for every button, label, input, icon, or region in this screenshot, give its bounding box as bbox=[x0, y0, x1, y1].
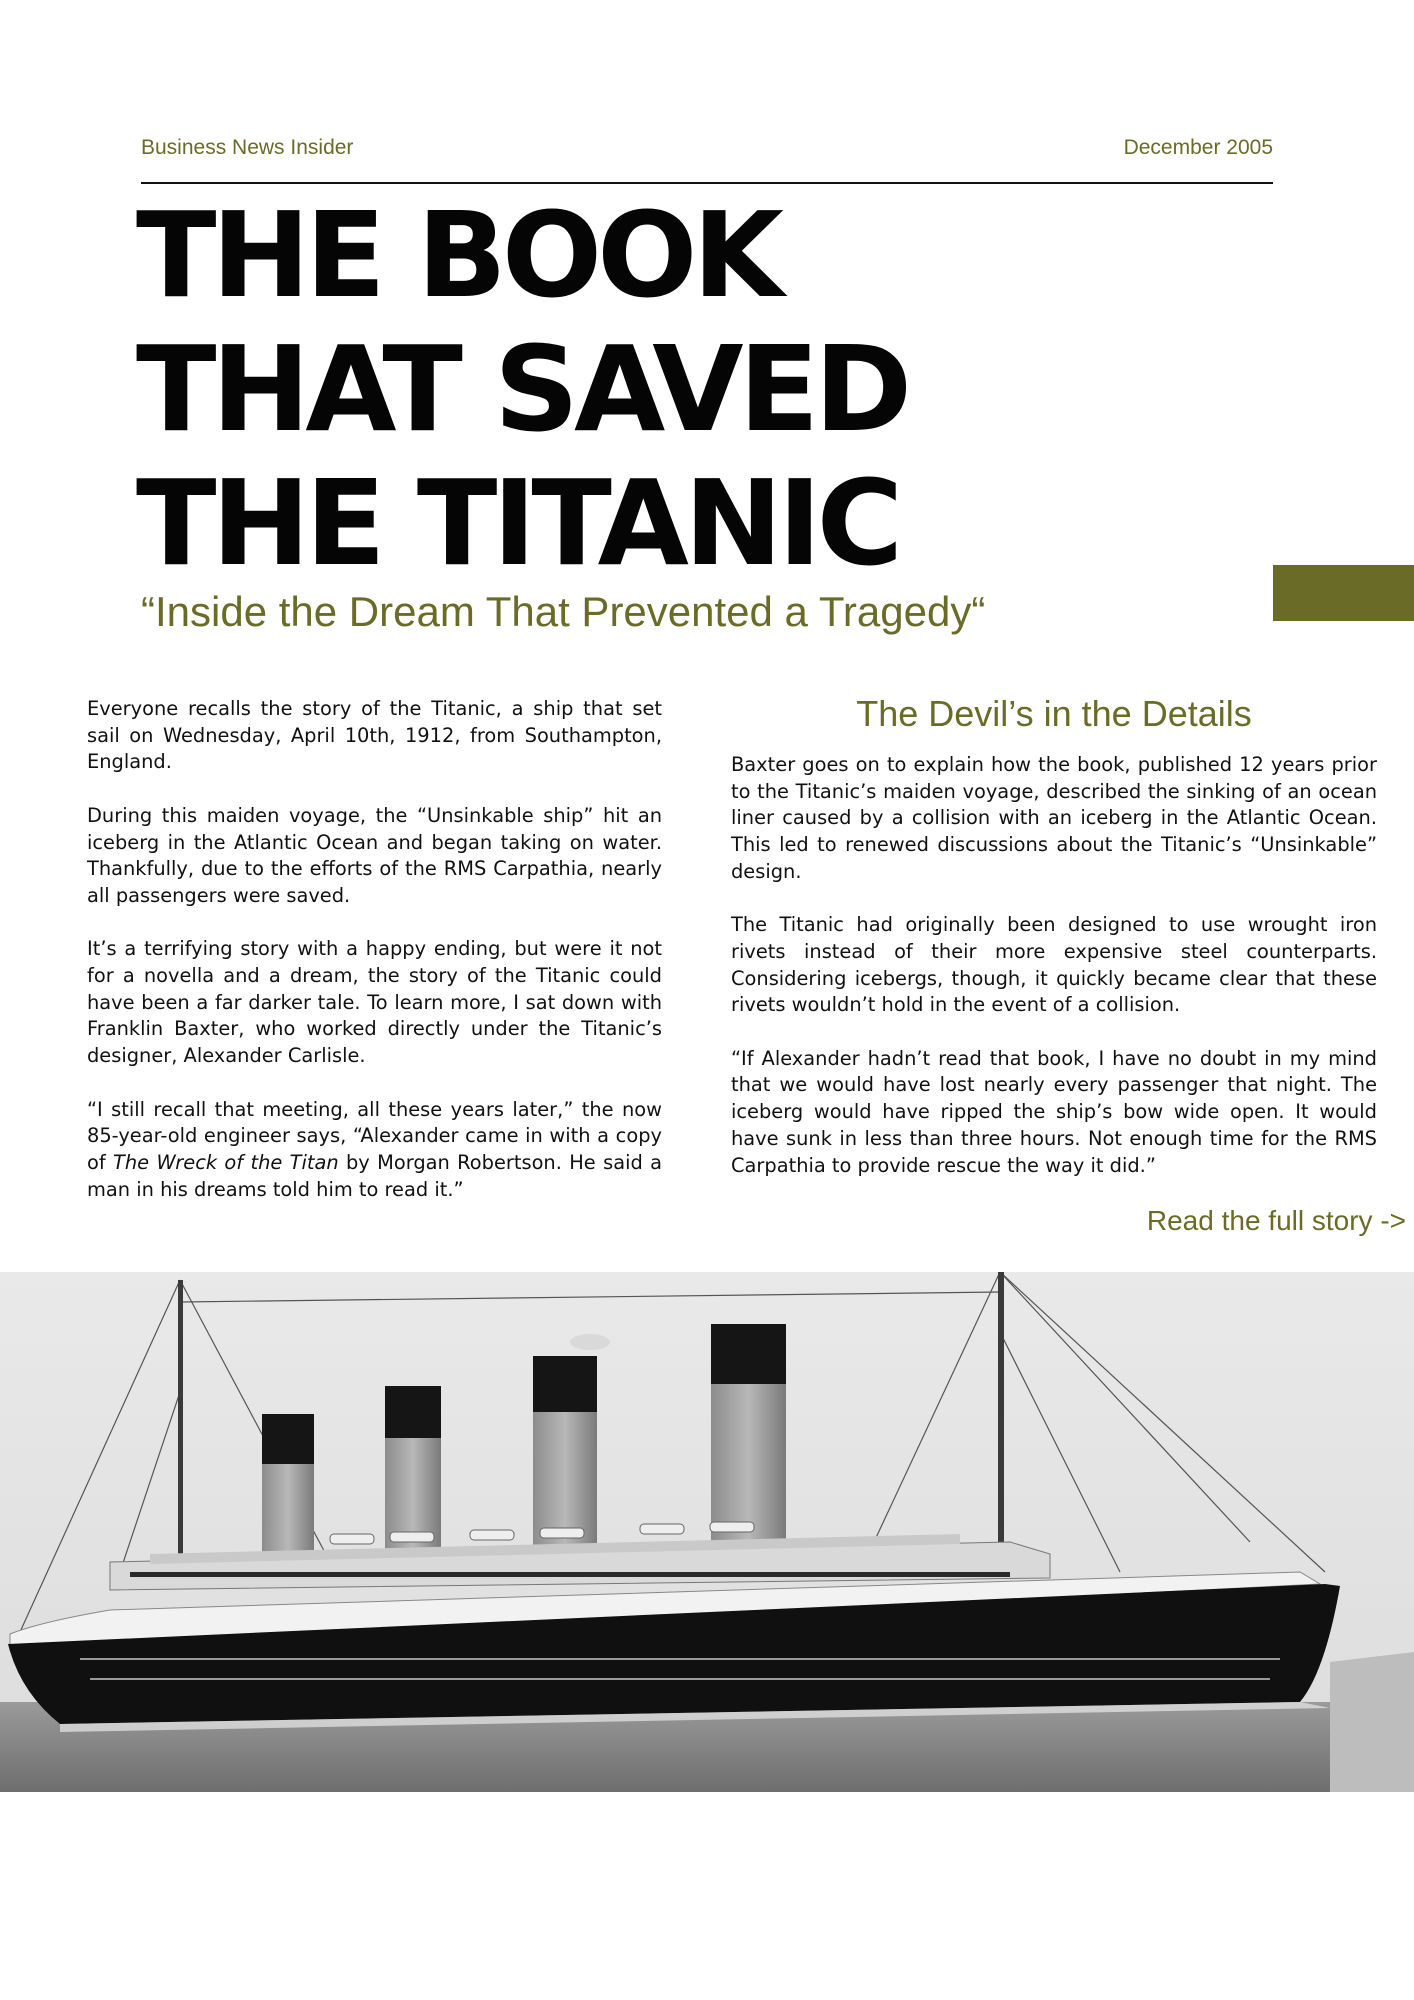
section-heading: The Devil’s in the Details bbox=[856, 693, 1252, 734]
headline bbox=[136, 188, 907, 590]
right-column bbox=[731, 752, 1377, 1206]
aft-mast bbox=[178, 1280, 183, 1570]
read-full-story-link[interactable]: Read the full story -> bbox=[1146, 1205, 1406, 1236]
masthead-rule bbox=[141, 182, 1273, 184]
left-paragraph-3: It’s a terrifying story with a happy ending, but were it not for a novella and a dream, the story of the Titanic could have been a far darker tale. To learn more, I sat down with Franklin Baxter, who worked directly under the Titanic’s designer, Alexander Carlisle. bbox=[87, 937, 662, 1068]
accent-block bbox=[1273, 565, 1414, 621]
smoke bbox=[570, 1334, 610, 1350]
right-paragraph-3: “If Alexander hadn’t read that book, I have no doubt in my mind that we would have lost nearly every passenger that night. The iceberg would have ripped the ship’s bow wide open. It would have sunk in less than three hours. Not enough time for the RMS Carpathia to provide rescue the way it did.” bbox=[731, 1046, 1377, 1177]
right-paragraph-1: Baxter goes on to explain how the book, published 12 years prior to the Titanic’s maiden voyage, described the sinking of an ocean liner caused by a collision with an iceberg in the Atlantic Ocean. This led to renewed discussions about the Titanic’s “Unsinkable” design. bbox=[731, 753, 1377, 883]
headline-line-2: THAT SAVED bbox=[136, 320, 908, 458]
masthead-date: December 2005 bbox=[1123, 136, 1273, 159]
headline-line-1: THE BOOK bbox=[136, 186, 779, 324]
masthead-publication: Business News Insider bbox=[141, 136, 354, 159]
subheadline: “Inside the Dream That Prevented a Tragedy“ bbox=[141, 588, 986, 635]
ship-illustration bbox=[0, 1272, 1414, 1792]
quote-end: by Morgan Robertson. He said a man in his dreams told him to read it.” bbox=[87, 1150, 662, 1201]
headline-line-3: THE TITANIC bbox=[136, 454, 899, 592]
left-paragraph-4 bbox=[87, 1097, 662, 1204]
fore-mast bbox=[998, 1272, 1004, 1572]
deck-windows bbox=[130, 1572, 1010, 1577]
book-title: The Wreck of the Titan bbox=[113, 1150, 339, 1174]
shore bbox=[1330, 1652, 1414, 1792]
quote-start: “I still recall that meeting, all these years later,” the now 85-year-old engineer says, “Alexander came in with a copy of bbox=[87, 1097, 662, 1174]
titanic-photo bbox=[0, 1272, 1414, 1792]
left-column bbox=[87, 696, 662, 1230]
left-paragraph-2: During this maiden voyage, the “Unsinkable ship” hit an iceberg in the Atlantic Ocean and began taking on water. Thankfully, due to the efforts of the RMS Carpathia, nearly all passengers were saved. bbox=[87, 803, 662, 907]
right-paragraph-2: The Titanic had originally been designed to use wrought iron rivets instead of their more expensive steel counterparts. Considering icebergs, though, it quickly became clear that these rivets wouldn’t hold in the event of a collision. bbox=[731, 913, 1377, 1017]
left-paragraph-1: Everyone recalls the story of the Titanic, a ship that set sail on Wednesday, April 10th, 1912, from Southampton, England. bbox=[87, 697, 662, 774]
